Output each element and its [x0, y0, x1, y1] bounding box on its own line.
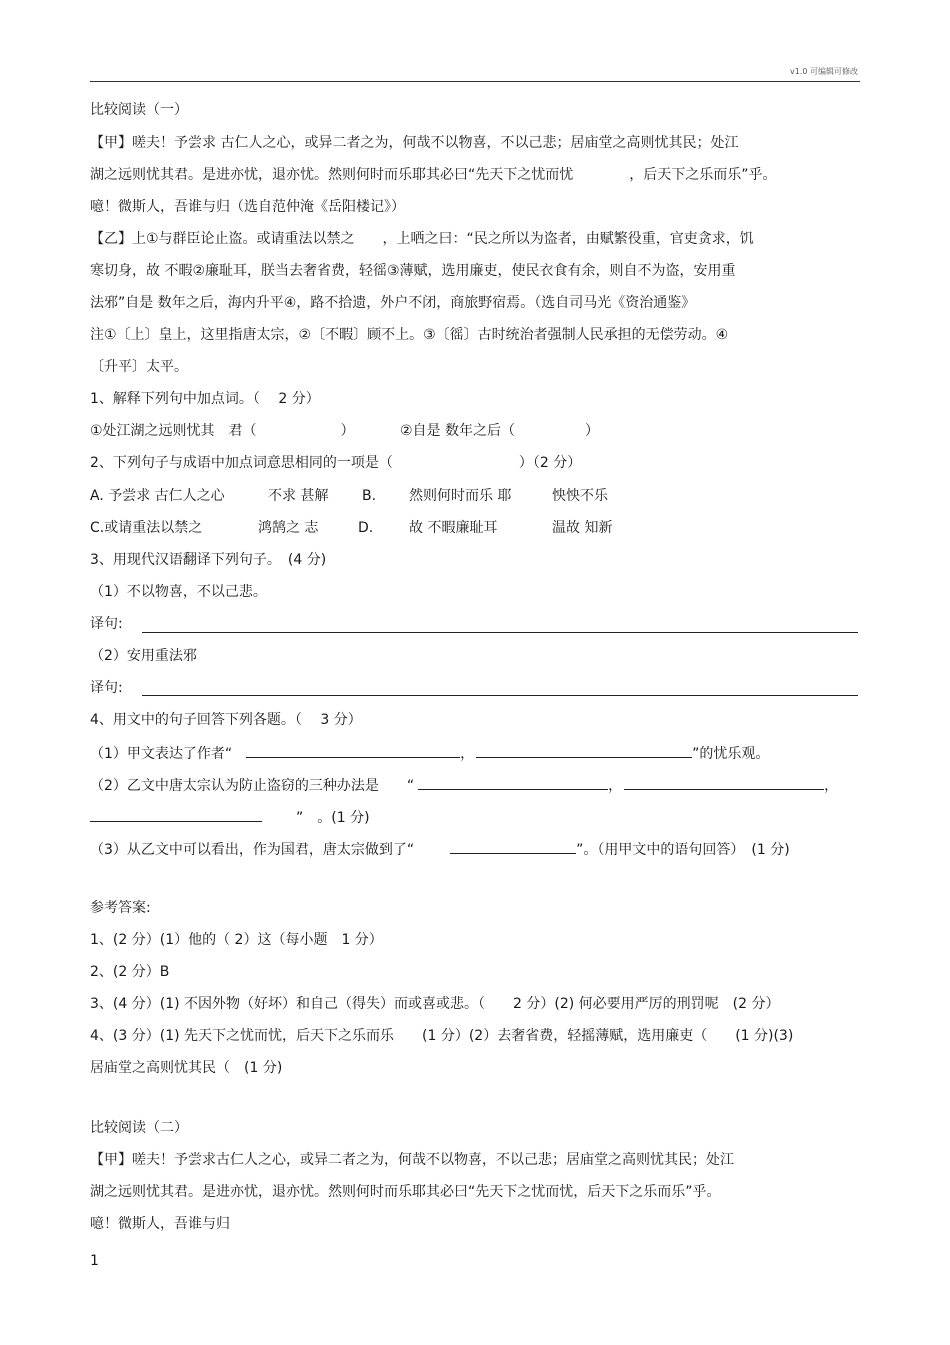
- question-4-item-3-prefix: （3）从乙文中可以看出，作为国君，唐太宗做到了“: [90, 842, 415, 858]
- question-1-a: ①处江湖之远则忧其 君（ ）: [90, 423, 355, 439]
- answer-blank-4-1a[interactable]: [246, 743, 460, 758]
- answer-line-translation-2[interactable]: [142, 695, 858, 696]
- question-4-item-1: [90, 743, 769, 763]
- section2-jia-line3: 噫！微斯人，吾谁与归: [90, 1216, 230, 1232]
- question-2-option-b-label: B.: [362, 488, 377, 504]
- question-4-item-3: [90, 839, 790, 859]
- section2-jia-line1: 【甲】嗟夫！予尝求古仁人之心，或异二者之为，何哉不以物喜，不以己悲；居庙堂之高则忧其民；处江: [90, 1152, 734, 1168]
- header-rule: [90, 81, 860, 82]
- answer-blank-4-2c[interactable]: [90, 807, 262, 822]
- question-2-option-d-idiom: 温故 知新: [552, 520, 613, 536]
- question-3: 3、用现代汉语翻译下列句子。 (4 分): [90, 552, 327, 568]
- question-4-item-2-continued: [90, 807, 370, 827]
- answer-4-line2: 居庙堂之高则忧其民（ (1 分): [90, 1060, 283, 1076]
- answer-blank-4-2a[interactable]: [418, 775, 608, 790]
- question-2-option-d-label: D.: [358, 520, 374, 536]
- question-2-option-b: 然则何时而乐 耶: [409, 488, 512, 504]
- section1-note-line1: 注①〔上〕皇上，这里指唐太宗，②〔不暇〕顾不上。③〔徭〕古时统治者强制人民承担的无偿劳动。④: [90, 327, 729, 343]
- question-4-item-1-suffix: ”的忧乐观。: [692, 746, 770, 762]
- question-3-item-2-label: 译句:: [90, 680, 123, 696]
- answer-blank-4-3[interactable]: [450, 839, 576, 854]
- section1-jia-line2: 湖之远则忧其君。是进亦忧，退亦忧。然则何时而乐耶其必曰“先天下之忧而忧 ，后天下之乐而乐”乎。: [90, 167, 777, 183]
- question-2-option-d: 故 不暇廉耻耳: [409, 520, 498, 536]
- question-2-option-a-idiom: 不求 甚解: [268, 488, 329, 504]
- section1-jia-line3: 噫！微斯人，吾谁与归（选自范仲淹《岳阳楼记》）: [90, 199, 405, 215]
- section1-yi-line1: 【乙】上①与群臣论止盗。或请重法以禁之 ，上哂之曰：“民之所以为盗者，由赋繁役重，官吏贪求，饥: [90, 231, 754, 247]
- question-4-item-2-tail: ” 。(1 分): [296, 810, 370, 826]
- question-4-item-1-prefix: （1）甲文表达了作者“: [90, 746, 233, 762]
- section2-title: 比较阅读（二）: [90, 1120, 188, 1136]
- question-2-option-a: A. 予尝求 古仁人之心: [90, 488, 225, 504]
- section1-yi-line2: 寒切身，故 不暇②廉耻耳，朕当去奢省费，轻徭③薄赋，选用廉吏，使民衣食有余，则自不为盗，安用重: [90, 263, 736, 279]
- question-4: 4、用文中的句子回答下列各题。（ 3 分）: [90, 712, 362, 728]
- question-3-item-1: （1）不以物喜，不以己悲。: [90, 584, 267, 600]
- question-2-option-c-idiom: 鸿鹄之 志: [258, 520, 319, 536]
- question-4-item-2-comma-end: ，: [824, 778, 839, 794]
- section2-jia-line2: 湖之远则忧其君。是进亦忧，退亦忧。然则何时而乐耶其必曰“先天下之忧而忧，后天下之乐而乐”乎。: [90, 1184, 721, 1200]
- answer-3: 3、(4 分）(1) 不因外物（好坏）和自己（得失）而或喜或悲。（ 2 分）(2) 何必要用严厉的刑罚呢 (2 分）: [90, 996, 780, 1012]
- question-2: 2、下列句子与成语中加点词意思相同的一项是（ ）（2 分）: [90, 455, 582, 471]
- question-3-item-2: （2）安用重法邪: [90, 648, 197, 664]
- answers-title: 参考答案:: [90, 900, 151, 916]
- question-2-option-b-idiom: 怏怏不乐: [552, 488, 608, 504]
- answer-1: 1、(2 分）(1）他的（ 2）这（每小题 1 分）: [90, 932, 383, 948]
- question-1: 1、解释下列句中加点词。（ 2 分）: [90, 391, 320, 407]
- section1-title: 比较阅读（一）: [90, 102, 188, 118]
- section1-yi-line3: 法邪”自是 数年之后，海内升平④，路不拾遗，外户不闭，商旅野宿焉。（选自司马光《资治通鉴》: [90, 295, 696, 311]
- version-tag: v1.0 可编辑可修改: [790, 67, 858, 76]
- answer-2: 2、(2 分）B: [90, 964, 170, 980]
- question-4-item-3-suffix: ”。（用甲文中的语句回答） (1 分): [576, 842, 790, 858]
- question-1-b: ②自是 数年之后（ ）: [400, 423, 600, 439]
- question-3-item-1-label: 译句:: [90, 616, 123, 632]
- question-2-option-c: C.或请重法以禁之: [90, 520, 203, 536]
- question-4-item-2: [90, 775, 838, 795]
- answer-line-translation-1[interactable]: [142, 632, 858, 633]
- answer-blank-4-2b[interactable]: [624, 775, 824, 790]
- question-4-item-2-comma: ，: [608, 778, 623, 794]
- answer-blank-4-1b[interactable]: [476, 743, 692, 758]
- page-number: 1: [90, 1253, 99, 1269]
- question-4-item-2-prefix: （2）乙文中唐太宗认为防止盗窃的三种办法是 “: [90, 778, 415, 794]
- section1-jia-line1: 【甲】嗟夫！予尝求 古仁人之心，或异二者之为，何哉不以物喜，不以己悲；居庙堂之高则忧其民；处江: [90, 135, 739, 151]
- question-4-item-1-comma: ，: [460, 746, 475, 762]
- section1-note-line2: 〔升平〕太平。: [90, 359, 188, 375]
- answer-4-line1: 4、(3 分）(1) 先天下之忧而忧，后天下之乐而乐 (1 分）(2）去奢省费，轻摇薄赋，选用廉吏（ (1 分)(3): [90, 1028, 794, 1044]
